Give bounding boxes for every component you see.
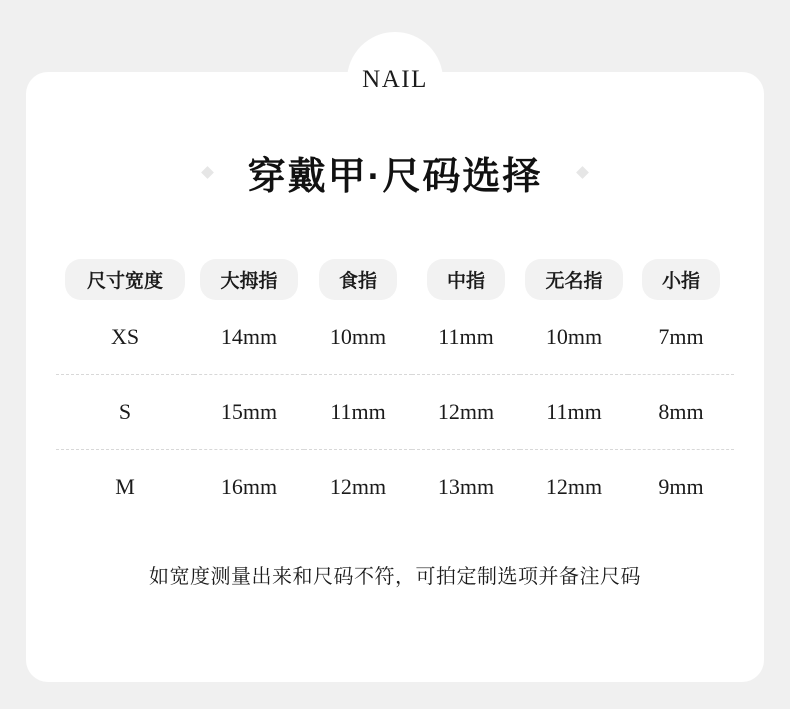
row-cell-pinky: 7mm	[658, 324, 704, 349]
header-label-size: 尺寸宽度	[65, 259, 185, 300]
page-title: 穿戴甲·尺码选择	[247, 156, 543, 198]
table-row	[56, 450, 734, 525]
table-header-cell	[412, 258, 520, 300]
header-label-middle: 中指	[427, 259, 505, 300]
row-cell-middle: 13mm	[412, 450, 520, 525]
diamond-right-icon	[576, 166, 589, 179]
table-header-row	[56, 258, 734, 300]
brand-badge	[347, 32, 443, 128]
row-cell-middle: 11mm	[438, 324, 494, 349]
row-cell-index: 10mm	[329, 324, 387, 349]
header-label-thumb: 大拇指	[200, 259, 297, 300]
row-cell-index: 11mm	[304, 375, 412, 450]
table-row	[56, 300, 734, 375]
table-header-cell	[304, 258, 412, 300]
table-header-cell	[194, 258, 304, 300]
row-cell-thumb: 14mm	[220, 324, 278, 349]
row-cell-ring: 10mm	[545, 324, 603, 349]
table-header-cell	[520, 258, 628, 300]
row-size-label: XS	[110, 324, 140, 349]
row-size-label: M	[56, 450, 194, 525]
row-cell-index: 12mm	[304, 450, 412, 525]
size-table	[56, 258, 734, 524]
row-cell-thumb: 16mm	[194, 450, 304, 525]
row-size-label: S	[56, 375, 194, 450]
row-cell-pinky: 9mm	[628, 450, 734, 525]
row-cell-pinky: 8mm	[628, 375, 734, 450]
table-header-cell	[628, 258, 734, 300]
row-cell-thumb: 15mm	[194, 375, 304, 450]
table-row	[56, 375, 734, 450]
row-cell-ring: 12mm	[520, 450, 628, 525]
row-cell-middle: 12mm	[412, 375, 520, 450]
row-cell-ring: 11mm	[520, 375, 628, 450]
header-label-pinky: 小指	[642, 259, 720, 300]
table-header-cell	[56, 258, 194, 300]
title-row	[0, 145, 790, 200]
brand-badge-label: NAIL	[362, 66, 428, 93]
note-text: 如宽度测量出来和尺码不符，可拍定制选项并备注尺码	[149, 566, 641, 588]
header-label-index: 食指	[319, 259, 397, 300]
diamond-left-icon	[201, 166, 214, 179]
header-label-ring: 无名指	[525, 259, 622, 300]
